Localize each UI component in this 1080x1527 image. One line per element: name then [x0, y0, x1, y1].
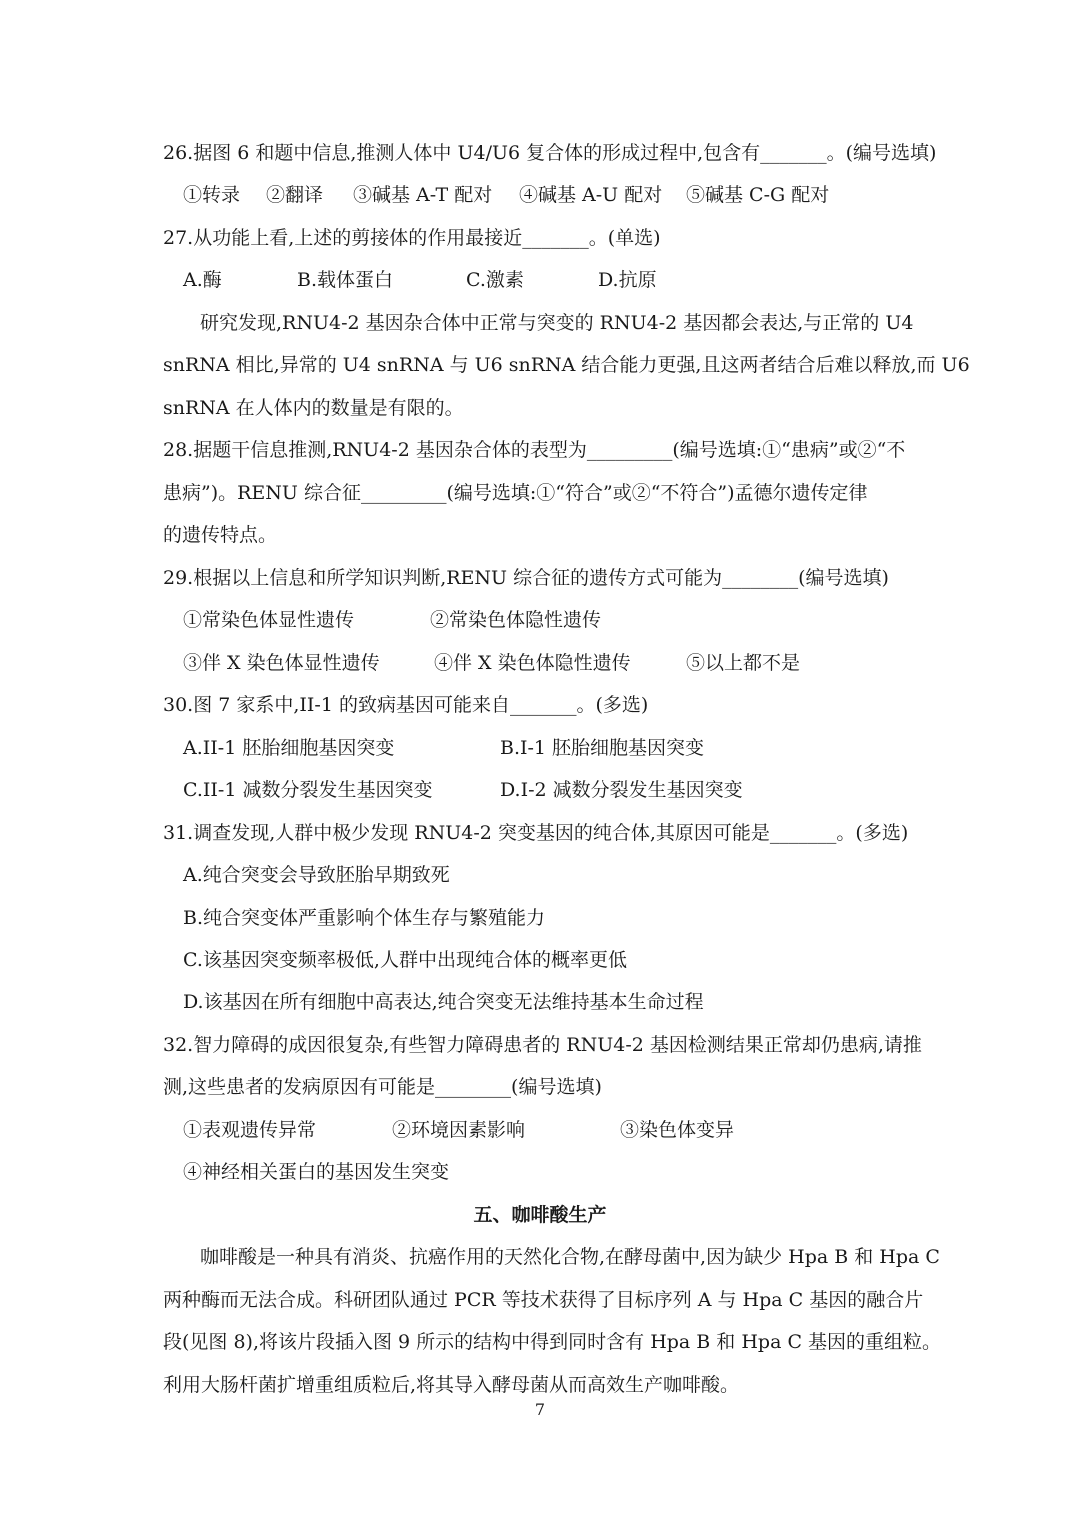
q26-option-4: ④碱基 A-U 配对 [519, 184, 663, 206]
q27-option-b: B.载体蛋白 [297, 269, 394, 291]
section5-line-1: 咖啡酸是一种具有消炎、抗癌作用的天然化合物,在酵母菌中,因为缺少 Hpa B 和 Hpa C [200, 1246, 940, 1268]
section5-line-2: 两种酶而无法合成。科研团队通过 PCR 等技术获得了目标序列 A 与 Hpa C 基因的融合片 [163, 1289, 924, 1311]
q27-option-d: D.抗原 [598, 269, 657, 291]
q29-option-5: ⑤以上都不是 [686, 652, 801, 674]
section5-title: 五、咖啡酸生产 [473, 1204, 607, 1226]
q30-option-a: A.II-1 胚胎细胞基因突变 [183, 737, 395, 759]
q32-line-1: 32.智力障碍的成因很复杂,有些智力障碍患者的 RNU4-2 基因检测结果正常却仍患病,请推 [163, 1034, 922, 1056]
q31-option-d: D.该基因在所有细胞中高表达,纯合突变无法维持基本生命过程 [183, 991, 704, 1013]
passage1-line-1: 研究发现,RNU4-2 基因杂合体中正常与突变的 RNU4-2 基因都会表达,与正常的 U4 [200, 312, 914, 334]
q28-line-1: 28.据题干信息推测,RNU4-2 基因杂合体的表型为_________(编号选填:①“患病”或②“不 [163, 439, 906, 461]
q32-option-1: ①表观遗传异常 [183, 1119, 317, 1141]
q30-option-b: B.I-1 胚胎细胞基因突变 [500, 737, 705, 759]
q26-option-5: ⑤碱基 C-G 配对 [686, 184, 830, 206]
q26-option-3: ③碱基 A-T 配对 [353, 184, 493, 206]
q27-stem: 27.从功能上看,上述的剪接体的作用最接近_______。(单选) [163, 227, 661, 249]
q30-option-d: D.I-2 减数分裂发生基因突变 [500, 779, 743, 801]
passage1-line-3: snRNA 在人体内的数量是有限的。 [163, 397, 464, 419]
q31-option-a: A.纯合突变会导致胚胎早期致死 [183, 864, 450, 886]
section5-line-4: 利用大肠杆菌扩增重组质粒后,将其导入酵母菌从而高效生产咖啡酸。 [163, 1374, 740, 1396]
q26-stem: 26.据图 6 和题中信息,推测人体中 U4/U6 复合体的形成过程中,包含有_______。(编号选填) [163, 142, 937, 164]
q30-stem: 30.图 7 家系中,II-1 的致病基因可能来自_______。(多选) [163, 694, 649, 716]
q29-stem: 29.根据以上信息和所学知识判断,RENU 综合征的遗传方式可能为________(编号选填) [163, 567, 889, 589]
q27-option-c: C.激素 [466, 269, 524, 291]
q31-option-b: B.纯合突变体严重影响个体生存与繁殖能力 [183, 907, 546, 929]
q29-option-3: ③伴 X 染色体显性遗传 [183, 652, 380, 674]
q26-option-2: ②翻译 [266, 184, 324, 206]
q27-option-a: A.酶 [183, 269, 222, 291]
q32-option-4: ④神经相关蛋白的基因发生突变 [183, 1161, 450, 1183]
q28-line-2: 患病”)。RENU 综合征_________(编号选填:①“符合”或②“不符合”)孟德尔遗传定律 [163, 482, 868, 504]
q31-option-c: C.该基因突变频率极低,人群中出现纯合体的概率更低 [183, 949, 627, 971]
q30-option-c: C.II-1 减数分裂发生基因突变 [183, 779, 433, 801]
q31-stem: 31.调查发现,人群中极少发现 RNU4-2 突变基因的纯合体,其原因可能是_______。(多选) [163, 822, 909, 844]
q29-option-1: ①常染色体显性遗传 [183, 609, 355, 631]
q29-option-2: ②常染色体隐性遗传 [430, 609, 602, 631]
q28-line-3: 的遗传特点。 [163, 524, 278, 546]
passage1-line-2: snRNA 相比,异常的 U4 snRNA 与 U6 snRNA 结合能力更强,且这两者结合后难以释放,而 U6 [163, 354, 970, 376]
page-number: 7 [534, 1400, 546, 1419]
q32-option-3: ③染色体变异 [620, 1119, 735, 1141]
q26-option-1: ①转录 [183, 184, 241, 206]
q32-option-2: ②环境因素影响 [392, 1119, 526, 1141]
q32-line-2: 测,这些患者的发病原因有可能是________(编号选填) [163, 1076, 602, 1098]
q29-option-4: ④伴 X 染色体隐性遗传 [434, 652, 631, 674]
section5-line-3: 段(见图 8),将该片段插入图 9 所示的结构中得到同时含有 Hpa B 和 Hpa C 基因的重组粒。 [163, 1331, 942, 1353]
